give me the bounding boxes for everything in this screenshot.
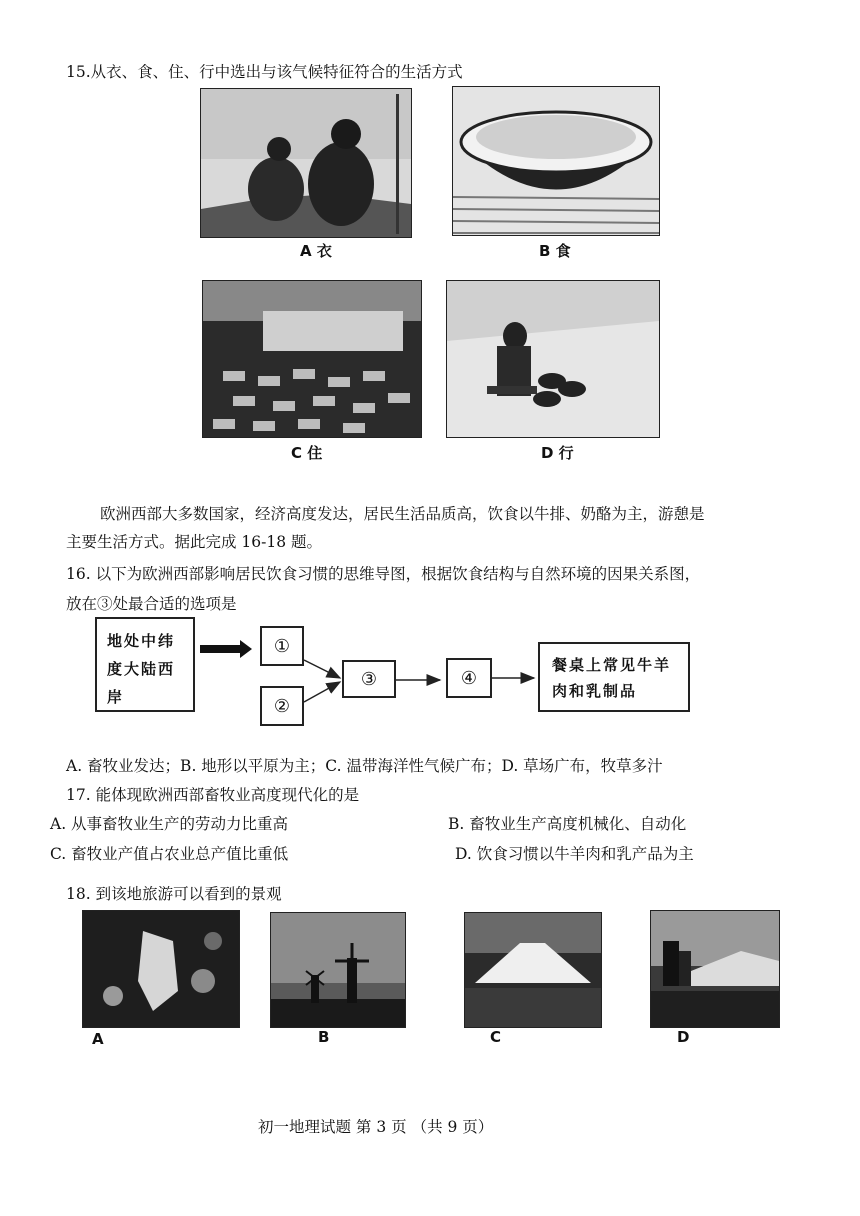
q15-question: 15.从衣、食、住、行中选出与该气候特征符合的生活方式 <box>66 63 463 81</box>
q17-option-c: C. 畜牧业产值占农业总产值比重低 <box>50 845 289 863</box>
page-footer: 初一地理试题 第 3 页 （共 9 页） <box>258 1118 494 1136</box>
q17-question: 17. 能体现欧洲西部畜牧业高度现代化的是 <box>66 786 360 804</box>
start-box: 地处中纬度大陆西岸 <box>95 617 195 712</box>
node-1: ① <box>260 626 304 666</box>
node-2: ② <box>260 686 304 726</box>
photo-18c-mountain <box>464 912 602 1028</box>
passage-line-2: 主要生活方式。据此完成 16-18 题。 <box>66 533 323 551</box>
node-4: ④ <box>446 658 492 698</box>
label-18d: D <box>677 1028 690 1046</box>
q16-question-line-1: 16. 以下为欧洲西部影响居民饮食习惯的思维导图，根据饮食结构与自然环境的因果关系图， <box>66 565 701 583</box>
q16-question-line-2: 放在③处最合适的选项是 <box>66 595 237 613</box>
label-18a: A <box>92 1030 104 1048</box>
q18-question: 18. 到该地旅游可以看到的景观 <box>66 885 282 903</box>
q16-options: A. 畜牧业发达；B. 地形以平原为主；C. 温带海洋性气候广布；D. 草场广布，牧草多汁 <box>66 757 663 775</box>
label-18c: C <box>490 1028 502 1046</box>
end-box: 餐桌上常见牛羊肉和乳制品 <box>538 642 690 712</box>
caption-d: D 行 <box>541 444 574 462</box>
caption-b: B 食 <box>539 242 571 260</box>
q17-option-d: D. 饮食习惯以牛羊肉和乳产品为主 <box>455 845 694 863</box>
passage-line-1: 欧洲西部大多数国家，经济高度发达，居民生活品质高，饮食以牛排、奶酪为主，游憩是 <box>100 505 705 523</box>
photo-18d-statues <box>650 910 780 1028</box>
node-3: ③ <box>342 660 396 698</box>
label-18b: B <box>318 1028 330 1046</box>
caption-a: A 衣 <box>300 242 332 260</box>
q17-option-a: A. 从事畜牧业生产的劳动力比重高 <box>50 815 289 833</box>
caption-c: C 住 <box>291 444 323 462</box>
q17-option-b: B. 畜牧业生产高度机械化、自动化 <box>448 815 687 833</box>
photo-18a-landscape <box>82 910 240 1028</box>
photo-18b-windmill <box>270 912 406 1028</box>
